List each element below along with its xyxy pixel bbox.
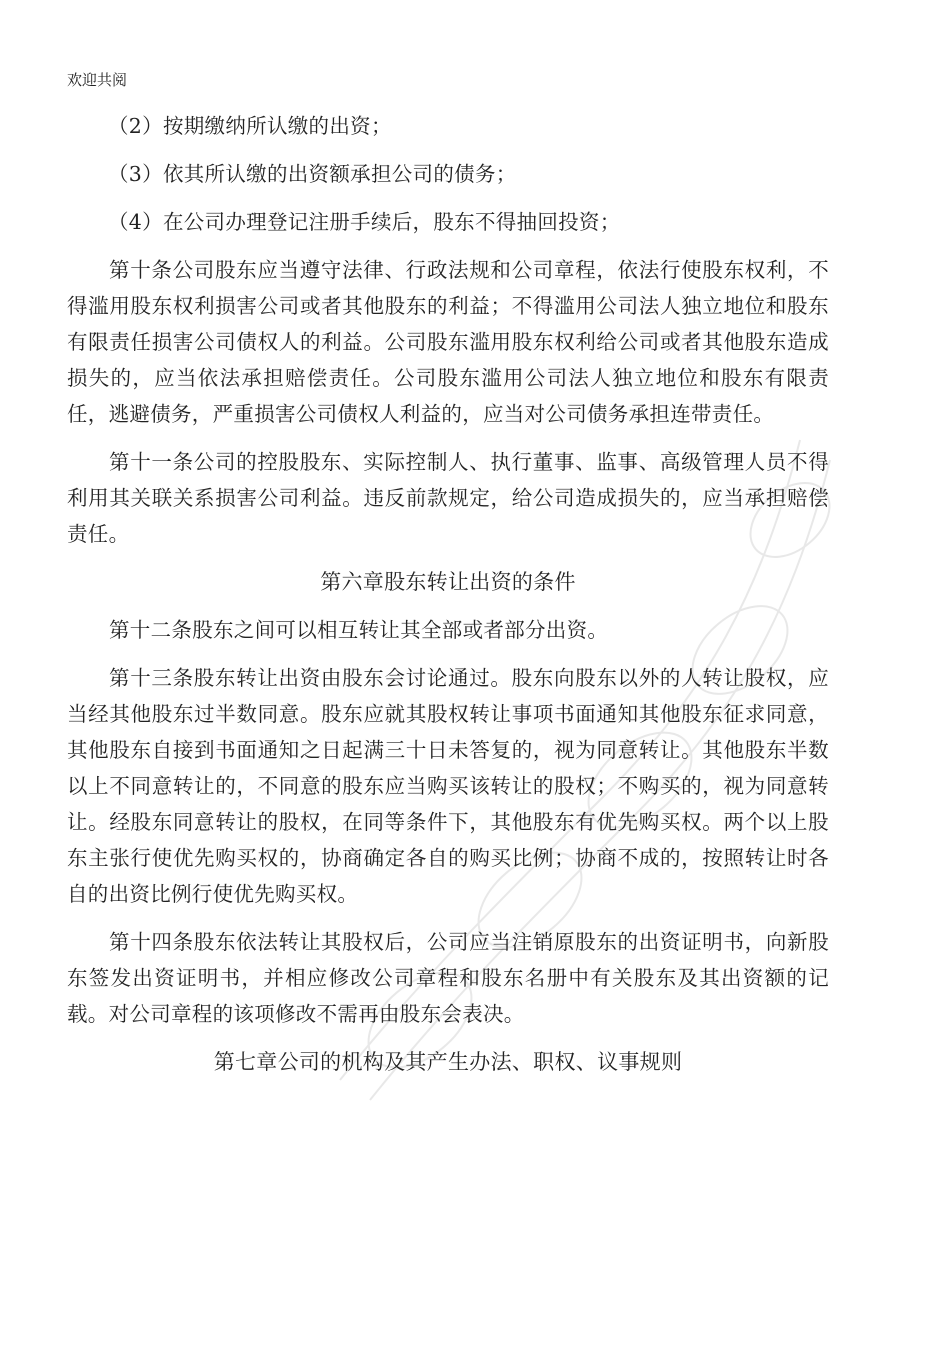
chapter-7-heading: 第七章公司的机构及其产生办法、职权、议事规则 <box>213 1050 683 1074</box>
article-10: 第十条公司股东应当遵守法律、行政法规和公司章程，依法行使股东权利，不得滥用股东权利损害公司或者其他股东的利益；不得滥用公司法人独立地位和股东有限责任损害公司债权人的利益。公司股东滥用股东权利给公司或者其他股东造成损失的，应当依法承担赔偿责任。公司股东滥用公司法人独立地位和股东有限责任，逃避债务，严重损害公司债权人利益的，应当对公司债务承担连带责任。 <box>67 258 829 426</box>
list-item: （2）按期缴纳所认缴的出资； <box>108 114 392 138</box>
document-body <box>67 108 829 1092</box>
list-item: （3）依其所认缴的出资额承担公司的债务； <box>108 162 517 186</box>
article-13: 第十三条股东转让出资由股东会讨论通过。股东向股东以外的人转让股权，应当经其他股东过半数同意。股东应就其股权转让事项书面通知其他股东征求同意，其他股东自接到书面通知之日起满三十日未答复的，视为同意转让。其他股东半数以上不同意转让的，不同意的股东应当购买该转让的股权；不购买的，视为同意转让。经股东同意转让的股权，在同等条件下，其他股东有优先购买权。两个以上股东主张行使优先购买权的，协商确定各自的购买比例；协商不成的，按照转让时各自的出资比例行使优先购买权。 <box>67 666 829 906</box>
chapter-6-heading: 第六章股东转让出资的条件 <box>320 570 576 594</box>
article-12: 第十二条股东之间可以相互转让其全部或者部分出资。 <box>109 618 609 642</box>
article-11: 第十一条公司的控股股东、实际控制人、执行董事、监事、高级管理人员不得利用其关联关系损害公司利益。违反前款规定，给公司造成损失的，应当承担赔偿责任。 <box>67 450 829 546</box>
list-item: （4）在公司办理登记注册手续后，股东不得抽回投资； <box>108 210 621 234</box>
article-14: 第十四条股东依法转让其股权后，公司应当注销原股东的出资证明书，向新股东签发出资证明书，并相应修改公司章程和股东名册中有关股东及其出资额的记载。对公司章程的该项修改不需再由股东会表决。 <box>67 930 829 1026</box>
header-note: 欢迎共阅 <box>67 71 128 89</box>
